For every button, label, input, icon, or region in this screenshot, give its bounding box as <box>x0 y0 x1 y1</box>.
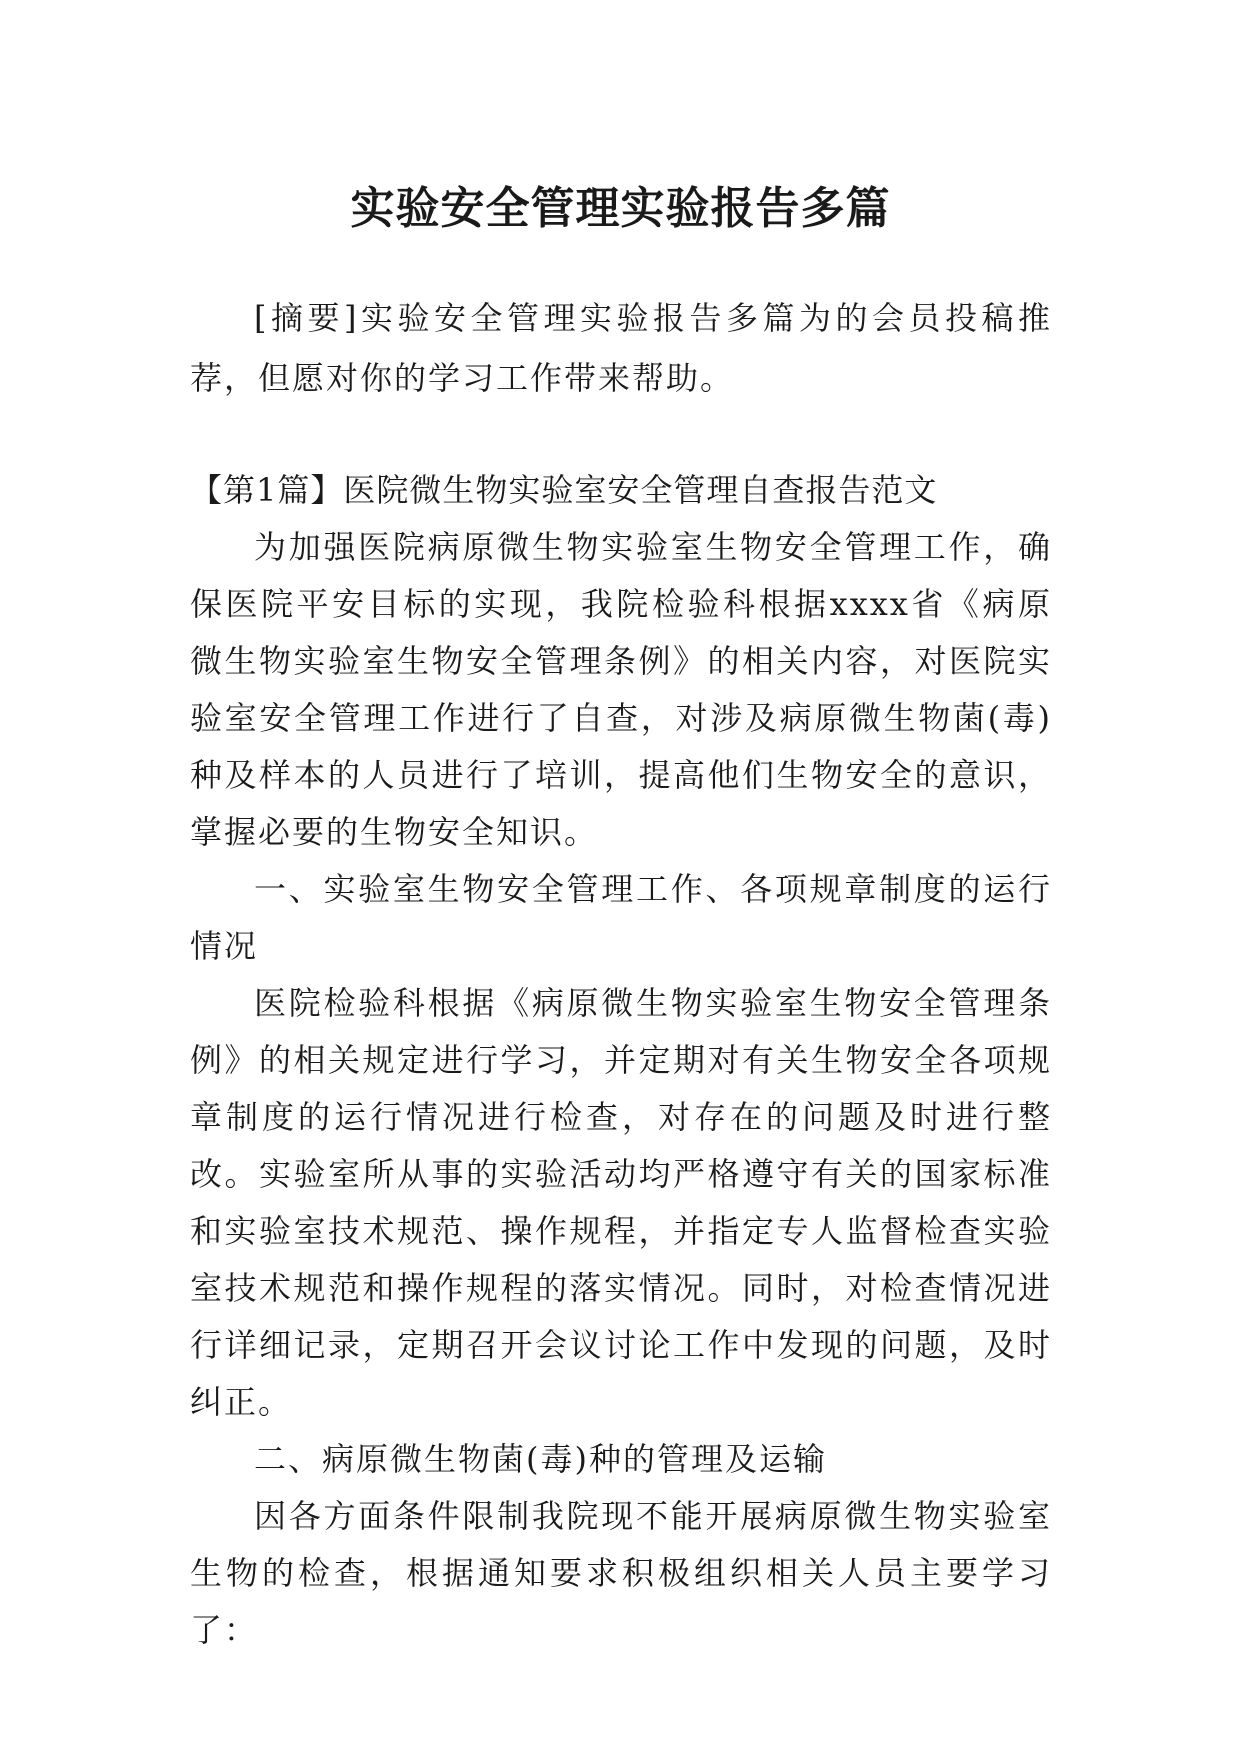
abstract <box>190 288 1052 408</box>
subheading-1: 一、实验室生物安全管理工作、各项规章制度的运行情况 <box>190 870 1052 965</box>
abstract-text: [摘要]实验安全管理实验报告多篇为的会员投稿推荐，但愿对你的学习工作带来帮助。 <box>190 299 1052 397</box>
subheading-2: 二、病原微生物菌(毒)种的管理及运输 <box>254 1440 827 1478</box>
document-title: 实验安全管理实验报告多篇 <box>350 183 891 235</box>
section-1 <box>190 462 1052 1659</box>
paragraph-intro: 为加强医院病原微生物实验室生物安全管理工作，确保医院平安目标的实现，我院检验科根据xxxx省《病原微生物实验室生物安全管理条例》的相关内容，对医院实验室安全管理工作进行了自查，对涉及病原微生物菌(毒)种及样本的人员进行了培训，提高他们生物安全的意识，掌握必要的生物安全知识。 <box>190 528 1052 851</box>
section-heading: 【第1篇】医院微生物实验室安全管理自查报告范文 <box>190 471 938 509</box>
paragraph-regulations: 医院检验科根据《病原微生物实验室生物安全管理条例》的相关规定进行学习，并定期对有关生物安全各项规章制度的运行情况进行检查，对存在的问题及时进行整改。实验室所从事的实验活动均严格遵守有关的国家标准和实验室技术规范、操作规程，并指定专人监督检查实验室技术规范和操作规程的落实情况。同时，对检查情况进行详细记录，定期召开会议讨论工作中发现的问题，及时纠正。 <box>190 984 1052 1421</box>
paragraph-strain-management: 因各方面条件限制我院现不能开展病原微生物实验室生物的检查，根据通知要求积极组织相关人员主要学习了： <box>190 1497 1052 1649</box>
